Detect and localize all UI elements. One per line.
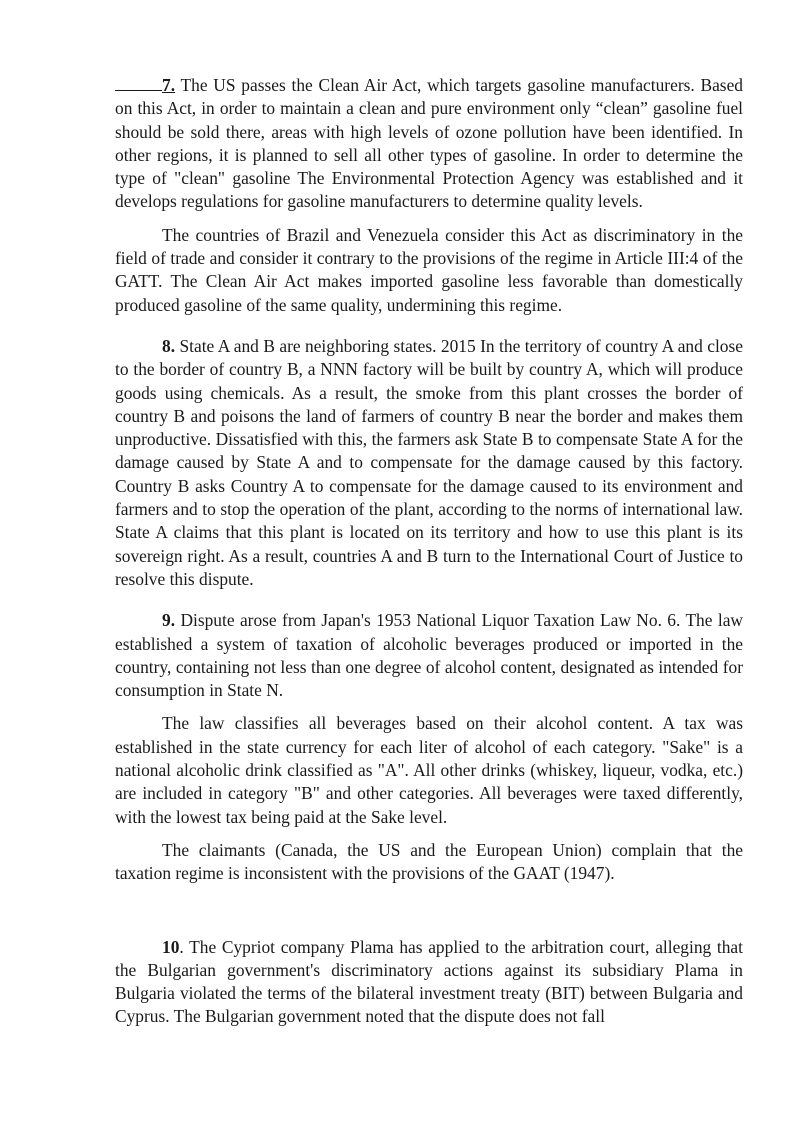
case-10-number: 10 [162,936,180,957]
case-9-paragraph-3: The claimants (Canada, the US and the European Union) complain that the taxation regime is inconsistent with the provisions of the GAAT (1947). [115,839,743,884]
case-7-paragraph-1 [115,74,743,214]
case-8-text-1: State A and B are neighboring states. 2015 In the territory of country A and close to the border of country B, a NNN factory will be built by country A, which will produce goods using chemicals. As a result, the smoke from this plant crosses the border of country B and poisons the land of farmers of country B near the border and makes them unproductive. Dissatisfied with this, the farmers ask State B to compensate State A for the damage caused by State A and to compensate for the damage caused by this factory. Country B asks Country A to compensate for the damage caused to its environment and farmers and to stop the operation of the plant, according to the norms of international law. State A claims that this plant is located on its territory and how to use this plant is its sovereign right. As a result, countries A and B turn to the International Court of Justice to resolve this dispute. [115,335,743,589]
case-10-paragraph-1 [115,936,743,1029]
case-7-paragraph-2: The countries of Brazil and Venezuela consider this Act as discriminatory in the field of trade and consider it contrary to the provisions of the regime in Article III:4 of the GATT. The Clean Air Act makes imported gasoline less favorable than domestically produced gasoline of the same quality, undermining this regime. [115,224,743,315]
fill-in-blank [115,75,162,91]
case-8-paragraph-1 [115,335,743,591]
case-9-paragraph-1 [115,609,743,702]
case-9-text-1: Dispute arose from Japan's 1953 National Liquor Taxation Law No. 6. The law established a system of taxation of alcoholic beverages produced or imported in the country, containing not less than one degree of alcohol content, designated as intended for consumption in State N. [115,610,743,701]
document-page [115,74,743,1029]
case-10-text-1: . The Cypriot company Plama has applied to the arbitration court, alleging that the Bulgarian government's discriminatory actions against its subsidiary Plama in Bulgaria violated the terms of the bilateral investment treaty (BIT) between Bulgaria and Cyprus. The Bulgarian government noted that the dispute does not fall [115,936,743,1027]
case-7-text-1: The US passes the Clean Air Act, which targets gasoline manufacturers. Based on this Act, in order to maintain a clean and pure environment only “clean” gasoline fuel should be sold there, areas with high levels of ozone pollution have been identified. In other regions, it is planned to sell all other types of gasoline. In order to determine the type of "clean" gasoline The Environmental Protection Agency was established and it develops regulations for gasoline manufacturers to determine quality levels. [115,75,743,212]
case-8-number: 8. [162,335,176,356]
case-9-paragraph-2: The law classifies all beverages based on their alcohol content. A tax was established in the state currency for each liter of alcohol of each category. "Sake" is a national alcoholic drink classified as "A". All other drinks (whiskey, liqueur, vodka, etc.) are included in category "B" and other categories. All beverages were taxed differently, with the lowest tax being paid at the Sake level. [115,713,743,827]
case-7-number: 7. [162,75,176,95]
case-9-number: 9. [162,610,176,631]
